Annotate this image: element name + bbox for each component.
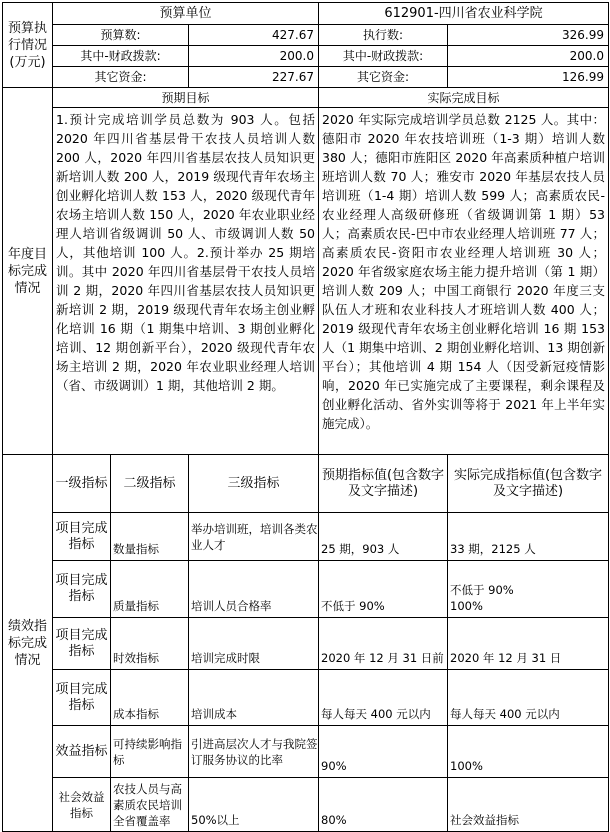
actual-goal-header: 实际完成目标 [319,88,609,108]
row6-actual: 社会效益指标 [448,778,609,832]
row4-actual: 每人每天 400 元以内 [448,670,609,726]
planned-goal-header: 预期目标 [53,88,319,108]
exec-row-3-label: 其它资金: [319,67,448,88]
exec-row-2-value: 200.0 [448,46,609,67]
table-row [3,618,609,670]
header-level3: 三级指标 [189,455,319,513]
row3-level3: 培训完成时限 [189,618,319,670]
row5-level3: 引进高层次人才与我院签订服务协议的比率 [189,726,319,778]
row3-actual: 2020 年 12 月 31 日 [448,618,609,670]
header-level2: 二级指标 [111,455,189,513]
row1-level3: 举办培训班，培训各类农业人才 [189,513,319,561]
table-row [3,778,609,832]
section-label-perf: 绩效指标完成情况 [3,455,53,832]
row2-actual [448,561,609,618]
budget-unit-value: 612901-四川省农业科学院 [319,3,609,25]
exec-row-2-label: 其中-财政拨款: [319,46,448,67]
header-expected: 预期指标值(包含数字及文字描述) [319,455,448,513]
row1-expected: 25 期，903 人 [319,513,448,561]
row3-level2: 时效指标 [111,618,189,670]
row5-level1: 效益指标 [53,726,111,778]
row5-expected: 90% [319,726,448,778]
row5-actual: 100% [448,726,609,778]
section-label-goals: 年度目标完成情况 [3,88,53,455]
budget-row-2-label: 其中-财政拨款: [53,46,189,67]
row4-expected: 每人每天 400 元以内 [319,670,448,726]
actual-goal-text: 2020 年实际完成培训学员总数 2125 人。其中：德阳市 2020 年农技培训班（1-3 期）培训人数 380 人；德阳市旌阳区 2020 年高素质种植户培训班培训人数 70 人；雅安市 2020 年基层农技人员培训班（1-4 期）培训人数 599 人；高素质农民-农业经理人高级研修班（省级调训第 1 期）53 人；高素质农民-巴中市农业经理人培训班 77 人；高素质农民-资阳市农业经理人培训班 30 人；2020 年省级家庭农场主能力提升培训（第 1 期）培训人数 209 人；中国工商银行 2020 年度三支队伍人才班和农业科技人才班培训人数 400 人；2019 级现代青年农场主创业孵化培训 16 期 153 人（1 期集中培训、2 期创业孵化培训、13 期创新平台）；其他培训 4 期 154 人（因受新冠疫情影响，2020 年已实施完成了主要课程，剩余课程及创业孵化活动、省外实训等将于 2021 年上半年实施完成）。 [319,108,609,455]
budget-row-1-value: 427.67 [189,25,319,46]
row6-level1: 社会效益指标 [53,778,111,832]
table-row [3,726,609,778]
row1-actual: 33 期，2125 人 [448,513,609,561]
section-label-budget-exec: 预算执行情况(万元) [3,3,53,88]
row1-level2: 数量指标 [111,513,189,561]
table-row [3,670,609,726]
row2-actual-line1: 不低于 90% [450,583,514,597]
header-actual: 实际完成指标值(包含数字及文字描述) [448,455,609,513]
row2-level2: 质量指标 [111,561,189,618]
row5-level2: 可持续影响指标 [111,726,189,778]
exec-row-1-value: 326.99 [448,25,609,46]
budget-unit-label: 预算单位 [53,3,319,25]
exec-row-1-label: 执行数: [319,25,448,46]
budget-row-1-label: 预算数: [53,25,189,46]
row3-expected: 2020 年 12 月 31 日前 [319,618,448,670]
row1-level1: 项目完成指标 [53,513,111,561]
budget-row-3-value: 227.67 [189,67,319,88]
row6-expected: 80% [319,778,448,832]
row4-level2: 成本指标 [111,670,189,726]
row4-level3: 培训成本 [189,670,319,726]
header-level1: 一级指标 [53,455,111,513]
performance-report-table [2,2,609,832]
exec-row-3-value: 126.99 [448,67,609,88]
row3-level1: 项目完成指标 [53,618,111,670]
row6-level3: 50%以上 [189,778,319,832]
row2-actual-line2: 100% [450,599,483,613]
table-row [3,561,609,618]
row4-level1: 项目完成指标 [53,670,111,726]
row2-expected: 不低于 90% [319,561,448,618]
planned-goal-text: 1.预计完成培训学员总数为 903 人。包括 2020 年四川省基层骨干农技人员培训人数 200 人，2020 年四川省基层农技人员知识更新培训人数 200 人，2019 级现代青年农场主创业孵化培训人数 153 人，2020 级现代青年农场主培训人数 150 人，2020 年农业职业经理人培训省级调训 50 人、市级调训人数 50 人，其他培训 100 人。2.预计举办 25 期培训。其中 2020 年四川省基层骨干农技人员培训 2 期，2020 年四川省基层农技人员知识更新培训 2 期，2019 级现代青年农场主创业孵化培训 16 期（1 期集中培训、3 期创业孵化培训、12 期创新平台），2020 级现代青年农场主培训 2 期，2020 年农业职业经理人培训（省、市级调训）1 期，其他培训 2 期。 [53,108,319,455]
table-row [3,513,609,561]
budget-row-2-value: 200.0 [189,46,319,67]
row2-level1: 项目完成指标 [53,561,111,618]
row6-level2: 农技人员与高素质农民培训全省覆盖率 [111,778,189,832]
budget-row-3-label: 其它资金: [53,67,189,88]
row2-level3: 培训人员合格率 [189,561,319,618]
